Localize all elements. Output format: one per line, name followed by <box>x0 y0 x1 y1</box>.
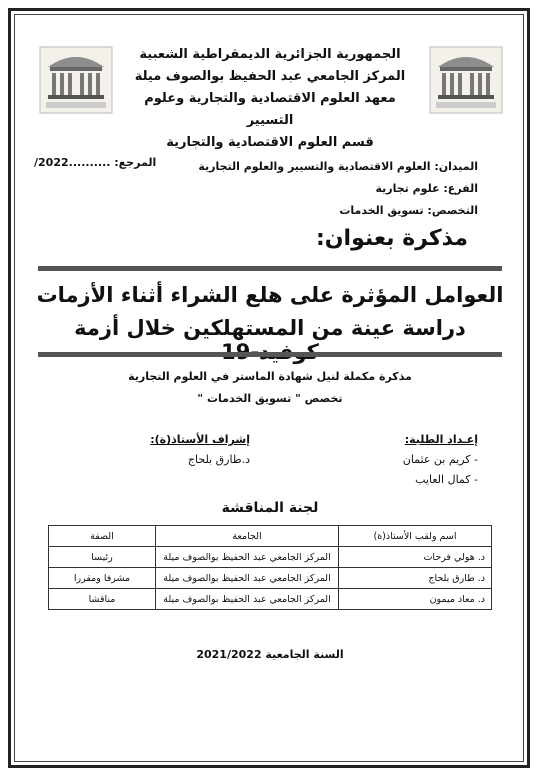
thesis-title-line1: العوامل المؤثرة على هلع الشراء أثناء الأزمات <box>36 283 504 307</box>
institute-name: معهد العلوم الاقتصادية والتجارية وعلوم التسيير <box>144 91 396 128</box>
thesis-title-line2: دراسة عينة من المستهلكين خلال أزمة <box>74 316 466 340</box>
study-meta <box>198 156 478 222</box>
member-role: رئيسا <box>49 547 156 568</box>
committee-heading: لجنة المناقشة <box>221 500 319 516</box>
table-row <box>49 589 492 610</box>
republic-name: الجمهورية الجزائرية الديمقراطية الشعبية <box>139 47 401 62</box>
table-row <box>49 547 492 568</box>
member-role: مناقشا <box>49 589 156 610</box>
thesis-specialty: تخصص " تسويق الخدمات " <box>197 392 343 405</box>
institution-header <box>120 44 420 154</box>
students-heading: إعـداد الطلبة: <box>404 433 478 446</box>
column-header: اسم ولقب الأستاذ(ة) <box>339 526 492 547</box>
field-line: الميدان: العلوم الاقتصادية والتسيير والعلوم التجارية <box>198 160 478 173</box>
university-name: المركز الجامعي عبد الحفيظ بوالصوف ميلة <box>134 69 406 84</box>
member-institution: المركز الجامعي عبد الحفيظ بوالصوف ميلة <box>156 568 339 589</box>
academic-year: السنة الجامعية 2021/2022 <box>196 648 344 661</box>
title-rule-bottom <box>38 352 502 357</box>
table-row <box>49 568 492 589</box>
table-header-row <box>49 526 492 547</box>
university-building-icon <box>38 45 114 115</box>
supervisor-name: د.طارق بلحاج <box>187 453 250 466</box>
students-block <box>403 430 478 490</box>
title-rule-top <box>38 266 502 271</box>
member-name: د. طارق بلحاج <box>339 568 492 589</box>
column-header: الجامعة <box>156 526 339 547</box>
student-name: - كريم بن عثمان <box>402 453 478 466</box>
subject-label: مذكرة بعنوان: <box>315 226 468 251</box>
thesis-description: مذكرة مكملة لنيل شهادة الماستر في العلوم التجارية <box>128 370 412 383</box>
student-name: - كمال العايب <box>415 473 478 486</box>
member-name: د. معاد ميمون <box>339 589 492 610</box>
supervisor-block <box>100 430 250 470</box>
member-name: د. هولي فرحات <box>339 547 492 568</box>
committee-table <box>48 525 492 610</box>
supervisor-heading: إشراف الأستاذ(ة): <box>150 433 250 446</box>
member-institution: المركز الجامعي عبد الحفيظ بوالصوف ميلة <box>156 547 339 568</box>
column-header: الصفة <box>49 526 156 547</box>
department-name: قسم العلوم الاقتصادية والتجارية <box>166 135 374 150</box>
member-institution: المركز الجامعي عبد الحفيظ بوالصوف ميلة <box>156 589 339 610</box>
reference-line: المرجع: ..........2022/ <box>34 156 157 169</box>
branch-line: الفرع: علوم تجارية <box>375 182 478 195</box>
specialty-line: التخصص: تسويق الخدمات <box>339 204 478 217</box>
member-role: مشرفا ومقررا <box>49 568 156 589</box>
university-building-icon <box>428 45 504 115</box>
